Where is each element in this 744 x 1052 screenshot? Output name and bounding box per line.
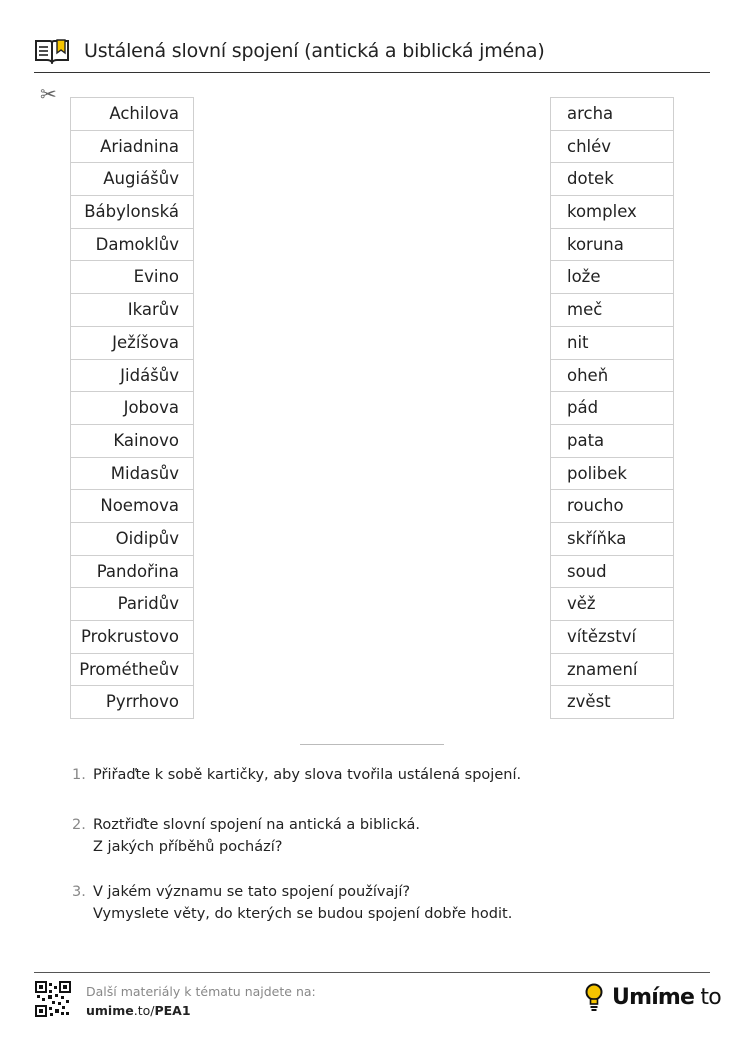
left-cards-column	[70, 97, 194, 719]
card[interactable]: Paridův	[70, 587, 194, 621]
card[interactable]: skříňka	[550, 522, 674, 556]
card[interactable]: roucho	[550, 489, 674, 523]
card[interactable]: Kainovo	[70, 424, 194, 458]
footer-link-site: umime	[86, 1003, 134, 1018]
card[interactable]: pata	[550, 424, 674, 458]
page-header	[34, 36, 710, 73]
brand-name	[612, 983, 721, 1013]
footer-link-code: PEA1	[154, 1003, 191, 1018]
card[interactable]: Evino	[70, 260, 194, 294]
lightbulb-icon	[584, 983, 604, 1013]
card[interactable]: Ikarův	[70, 293, 194, 327]
card[interactable]: Achilova	[70, 97, 194, 131]
card[interactable]: koruna	[550, 228, 674, 262]
brand-name-light: to	[694, 985, 721, 1010]
task-number: 1.	[72, 767, 86, 783]
card[interactable]: dotek	[550, 162, 674, 196]
book-bookmark-icon	[34, 38, 70, 64]
task-text-2: Vymyslete věty, do kterých se budou spojení dobře hodit.	[93, 906, 513, 922]
task-number: 3.	[72, 884, 86, 900]
footer-link-mid: .to/	[133, 1003, 155, 1018]
card[interactable]: zvěst	[550, 685, 674, 719]
footer-more-label: Další materiály k tématu najdete na:	[86, 984, 316, 999]
task-text: Přiřaďte k sobě kartičky, aby slova tvořila ustálená spojení.	[93, 767, 522, 783]
footer-text	[86, 982, 316, 1020]
task-text-2: Z jakých příběhů pochází?	[93, 839, 283, 855]
card[interactable]: meč	[550, 293, 674, 327]
card[interactable]: polibek	[550, 457, 674, 491]
card[interactable]: Ariadnina	[70, 130, 194, 164]
card[interactable]: nit	[550, 326, 674, 360]
card[interactable]: Midasův	[70, 457, 194, 491]
card[interactable]: archa	[550, 97, 674, 131]
card[interactable]: znamení	[550, 653, 674, 687]
footer-divider	[34, 972, 710, 973]
card[interactable]: Damoklův	[70, 228, 194, 262]
card[interactable]: věž	[550, 587, 674, 621]
task-2	[72, 814, 420, 858]
task-1	[72, 764, 521, 786]
card[interactable]: Jobova	[70, 391, 194, 425]
task-text: V jakém významu se tato spojení používají?	[93, 884, 411, 900]
task-number: 2.	[72, 817, 86, 833]
card[interactable]: Pyrrhovo	[70, 685, 194, 719]
section-divider	[300, 744, 444, 745]
card[interactable]: Jidášův	[70, 359, 194, 393]
qr-code-icon	[35, 981, 71, 1017]
page-title: Ustálená slovní spojení (antická a biblická jména)	[84, 40, 545, 62]
card[interactable]: Pandořina	[70, 555, 194, 589]
card[interactable]: oheň	[550, 359, 674, 393]
task-text: Roztřiďte slovní spojení na antická a biblická.	[93, 817, 420, 833]
card[interactable]: Bábylonská	[70, 195, 194, 229]
card[interactable]: lože	[550, 260, 674, 294]
card[interactable]: Oidipův	[70, 522, 194, 556]
card[interactable]: Noemova	[70, 489, 194, 523]
card[interactable]: Ježíšova	[70, 326, 194, 360]
card[interactable]: soud	[550, 555, 674, 589]
card[interactable]: vítězství	[550, 620, 674, 654]
card[interactable]: pád	[550, 391, 674, 425]
card[interactable]: chlév	[550, 130, 674, 164]
right-cards-column	[550, 97, 674, 719]
card[interactable]: Prométheův	[70, 653, 194, 687]
task-3	[72, 881, 512, 925]
card[interactable]: komplex	[550, 195, 674, 229]
brand-name-bold: Umíme	[612, 985, 695, 1010]
card[interactable]: Augiášův	[70, 162, 194, 196]
card[interactable]: Prokrustovo	[70, 620, 194, 654]
scissors-icon: ✂	[40, 82, 57, 106]
footer-link[interactable]	[86, 1001, 316, 1020]
